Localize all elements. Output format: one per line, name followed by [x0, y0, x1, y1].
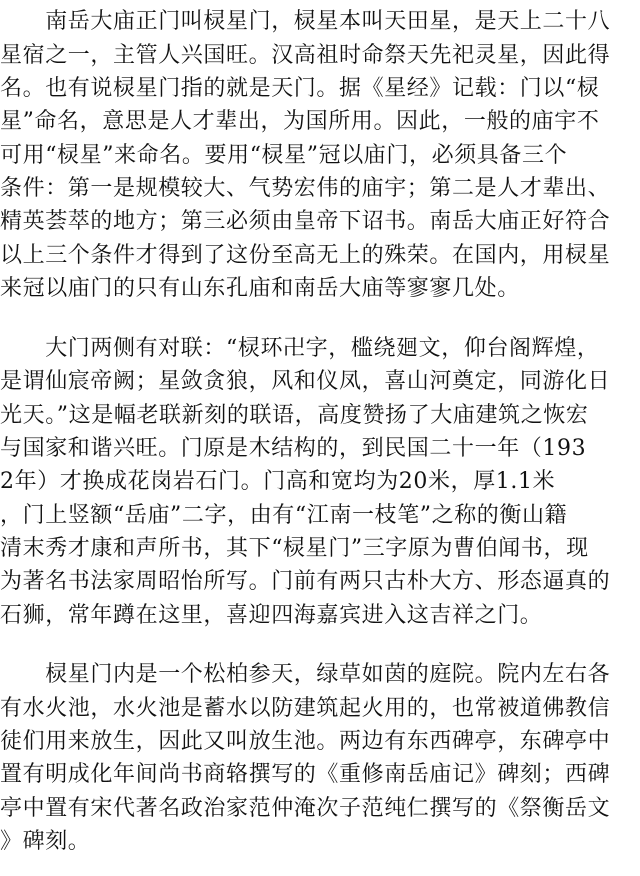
text-line: 置有明成化年间尚书商辂撰写的《重修南岳庙记》碑刻；西碑: [0, 762, 611, 787]
text-line: 石狮，常年蹲在这里，喜迎四海嘉宾进入这吉祥之门。: [0, 603, 543, 628]
text-line: 》碑刻。: [0, 829, 91, 854]
text-line: 精英荟萃的地方；第三必须由皇帝下诏书。南岳大庙正好符合: [0, 209, 611, 234]
text-line: 清末秀才康和声所书，其下“棂星门”三字原为曹伯闻书，现: [0, 536, 589, 561]
text-line: 来冠以庙门的只有山东孔庙和南岳大庙等寥寥几处。: [0, 276, 520, 301]
text-line: 徒们用来放生，因此又叫放生池。两边有东西碑亭，东碑亭中: [0, 729, 611, 754]
text-line: 是谓仙宸帝阙；星敛贪狼，风和仪凤，喜山河奠定，同游化日: [0, 369, 611, 394]
text-line: 星宿之一，主管人兴国旺。汉高祖时命祭天先祀灵星，因此得: [0, 43, 611, 68]
text-line: 2年）才换成花岗岩石门。门高和宽均为20米，厚1.1米: [0, 469, 556, 494]
text-line: 可用“棂星”来命名。要用“棂星”冠以庙门，必须具备三个: [0, 143, 568, 168]
text-line: 星”命名，意思是人才辈出，为国所用。因此，一般的庙宇不: [0, 109, 600, 134]
text-line: 棂星门内是一个松柏参天，绿草如茵的庭院。院内左右各: [0, 662, 611, 687]
text-line: 为著名书法家周昭怡所写。门前有两只古朴大方、形态逼真的: [0, 569, 611, 594]
text-line: ，门上竖额“岳庙”二字，由有“江南一枝笔”之称的衡山籍: [0, 503, 568, 528]
text-line: 名。也有说棂星门指的就是天门。据《星经》记载：门以“棂: [0, 76, 600, 101]
text-line: 大门两侧有对联：“棂环卍字，槛绕廻文，仰台阁辉煌，: [0, 336, 600, 361]
text-line: 与国家和谐兴旺。门原是木结构的，到民国二十一年（193: [0, 436, 587, 461]
text-line: 有水火池，水火池是蓄水以防建筑起火用的，也常被道佛教信: [0, 696, 611, 721]
text-line: 亭中置有宋代著名政治家范仲淹次子范纯仁撰写的《祭衡岳文: [0, 796, 611, 821]
text-line: 以上三个条件才得到了这份至高无上的殊荣。在国内，用棂星: [0, 243, 611, 268]
text-line: 条件：第一是规模较大、气势宏伟的庙宇；第二是人才辈出、: [0, 176, 611, 201]
text-line: 光天。”这是幅老联新刻的联语，高度赞扬了大庙建筑之恢宏: [0, 403, 589, 428]
text-line: 南岳大庙正门叫棂星门，棂星本叫天田星，是天上二十八: [0, 9, 611, 34]
